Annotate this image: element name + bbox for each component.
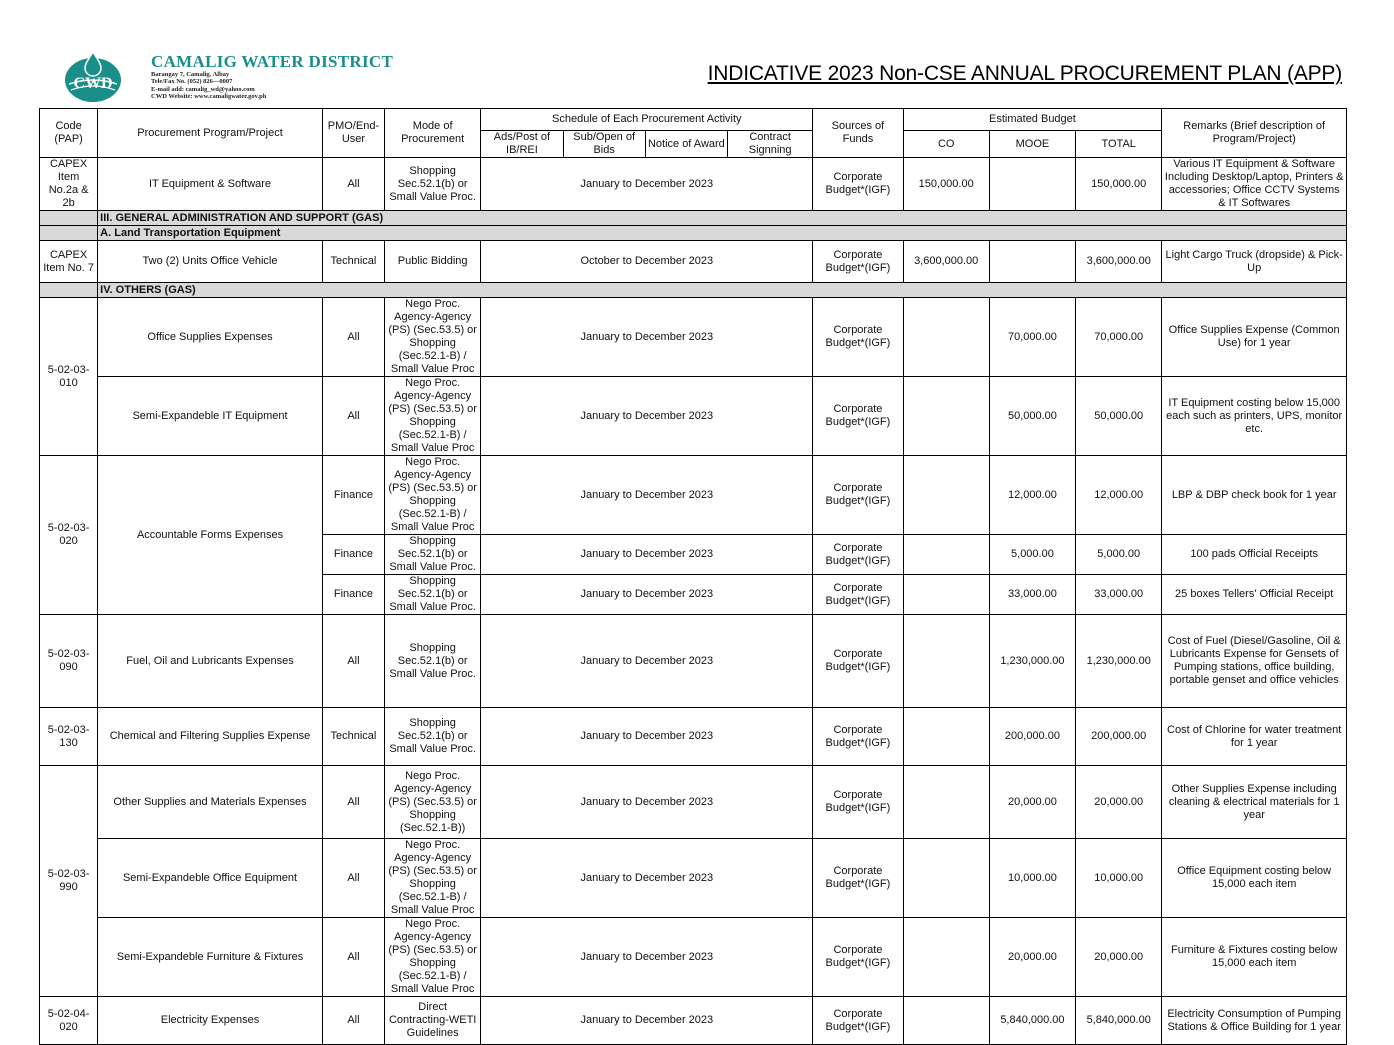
row-program: Accountable Forms Expenses — [98, 456, 323, 615]
row-co — [903, 377, 989, 456]
row-mode: Public Bidding — [385, 241, 481, 283]
row-source: Corporate Budget*(IGF) — [813, 918, 903, 997]
row-pmo: All — [322, 158, 384, 211]
row-remarks: 25 boxes Tellers' Official Receipt — [1162, 575, 1347, 615]
row-code: 5-02-03-990 — [40, 766, 98, 997]
col-header-sub: Sub/Open of Bids — [563, 131, 645, 158]
row-mooe: 5,000.00 — [989, 535, 1075, 575]
col-header-contract: Contract Signning — [728, 131, 813, 158]
col-header-total: TOTAL — [1076, 131, 1162, 158]
row-schedule: January to December 2023 — [481, 535, 813, 575]
row-mooe: 20,000.00 — [989, 766, 1075, 839]
row-source: Corporate Budget*(IGF) — [813, 298, 903, 377]
document-title: INDICATIVE 2023 Non-CSE ANNUAL PROCUREMENT PLAN (APP) — [707, 62, 1342, 85]
row-pmo: All — [322, 615, 384, 708]
row-schedule: January to December 2023 — [481, 456, 813, 535]
row-mooe: 33,000.00 — [989, 575, 1075, 615]
row-source: Corporate Budget*(IGF) — [813, 535, 903, 575]
row-co — [903, 456, 989, 535]
row-schedule: January to December 2023 — [481, 766, 813, 839]
row-source: Corporate Budget*(IGF) — [813, 766, 903, 839]
row-schedule: January to December 2023 — [481, 575, 813, 615]
logo-text: CWD — [73, 75, 113, 92]
header-row-1 — [40, 109, 1347, 131]
table-row — [40, 241, 1347, 283]
col-header-mode: Mode of Procurement — [385, 109, 481, 158]
row-pmo: All — [322, 377, 384, 456]
col-header-remarks: Remarks (Brief description of Program/Project) — [1162, 109, 1347, 158]
row-pmo: Technical — [322, 708, 384, 766]
row-total: 150,000.00 — [1076, 158, 1162, 211]
table-row — [40, 708, 1347, 766]
row-source: Corporate Budget*(IGF) — [813, 839, 903, 918]
row-mode: Shopping Sec.52.1(b) or Small Value Proc. — [385, 615, 481, 708]
row-co — [903, 766, 989, 839]
row-total: 50,000.00 — [1076, 377, 1162, 456]
row-source: Corporate Budget*(IGF) — [813, 241, 903, 283]
row-total: 1,230,000.00 — [1076, 615, 1162, 708]
row-mode: Direct Contracting-WETI Guidelines — [385, 997, 481, 1045]
table-row — [40, 158, 1347, 211]
row-remarks: LBP & DBP check book for 1 year — [1162, 456, 1347, 535]
row-co — [903, 298, 989, 377]
section-others-label: IV. OTHERS (GAS) — [98, 283, 1347, 298]
row-co — [903, 575, 989, 615]
row-remarks: Other Supplies Expense including cleaning & electrical materials for 1 year — [1162, 766, 1347, 839]
row-co — [903, 997, 989, 1045]
row-code: 5-02-03-020 — [40, 456, 98, 615]
row-total: 70,000.00 — [1076, 298, 1162, 377]
row-remarks: 100 pads Official Receipts — [1162, 535, 1347, 575]
row-schedule: January to December 2023 — [481, 839, 813, 918]
row-schedule: January to December 2023 — [481, 298, 813, 377]
row-mode: Shopping Sec.52.1(b) or Small Value Proc. — [385, 708, 481, 766]
row-co: 150,000.00 — [903, 158, 989, 211]
row-remarks: Cost of Chlorine for water treatment for 1 year — [1162, 708, 1347, 766]
row-schedule: January to December 2023 — [481, 158, 813, 211]
row-program: Office Supplies Expenses — [98, 298, 323, 377]
row-program: Semi-Expandeble IT Equipment — [98, 377, 323, 456]
row-code: 5-02-03-090 — [40, 615, 98, 708]
row-pmo: All — [322, 839, 384, 918]
row-co: 3,600,000.00 — [903, 241, 989, 283]
row-remarks: IT Equipment costing below 15,000 each such as printers, UPS, monitor etc. — [1162, 377, 1347, 456]
row-remarks: Office Equipment costing below 15,000 each item — [1162, 839, 1347, 918]
row-source: Corporate Budget*(IGF) — [813, 615, 903, 708]
org-name: CAMALIG WATER DISTRICT — [151, 52, 394, 71]
row-program: Other Supplies and Materials Expenses — [98, 766, 323, 839]
row-co — [903, 535, 989, 575]
row-co — [903, 918, 989, 997]
row-mooe: 10,000.00 — [989, 839, 1075, 918]
row-total: 5,840,000.00 — [1076, 997, 1162, 1045]
row-total: 20,000.00 — [1076, 766, 1162, 839]
row-code: CAPEX Item No. 7 — [40, 241, 98, 283]
table-row — [40, 615, 1347, 708]
row-mooe — [989, 158, 1075, 211]
section-row — [40, 211, 1347, 226]
col-header-schedule: Schedule of Each Procurement Activity — [481, 109, 813, 131]
row-total: 10,000.00 — [1076, 839, 1162, 918]
row-mode: Nego Proc. Agency-Agency (PS) (Sec.53.5) or Shopping (Sec.52.1-B) / Small Value Proc — [385, 298, 481, 377]
row-mode: Shopping Sec.52.1(b) or Small Value Proc. — [385, 575, 481, 615]
section-row — [40, 283, 1347, 298]
row-co — [903, 615, 989, 708]
row-pmo: All — [322, 918, 384, 997]
section-row — [40, 226, 1347, 241]
col-header-mooe: MOOE — [989, 131, 1075, 158]
row-mooe — [989, 241, 1075, 283]
row-pmo: All — [322, 298, 384, 377]
row-source: Corporate Budget*(IGF) — [813, 708, 903, 766]
row-program: Electricity Expenses — [98, 997, 323, 1045]
row-schedule: January to December 2023 — [481, 377, 813, 456]
row-pmo: Finance — [322, 456, 384, 535]
row-total: 5,000.00 — [1076, 535, 1162, 575]
org-email: E-mail add: camalig_wd@yahoo.com — [151, 86, 255, 93]
row-mooe: 5,840,000.00 — [989, 997, 1075, 1045]
row-remarks: Electricity Consumption of Pumping Stations & Office Building for 1 year — [1162, 997, 1347, 1045]
row-mooe: 70,000.00 — [989, 298, 1075, 377]
row-mode: Nego Proc. Agency-Agency (PS) (Sec.53.5) or Shopping (Sec.52.1-B) / Small Value Proc — [385, 456, 481, 535]
col-header-budget: Estimated Budget — [903, 109, 1162, 131]
row-pmo: Finance — [322, 575, 384, 615]
row-mode: Shopping Sec.52.1(b) or Small Value Proc. — [385, 535, 481, 575]
row-schedule: January to December 2023 — [481, 615, 813, 708]
row-mode: Nego Proc. Agency-Agency (PS) (Sec.53.5) or Shopping (Sec.52.1-B) / Small Value Proc — [385, 918, 481, 997]
row-schedule: January to December 2023 — [481, 708, 813, 766]
row-pmo: Technical — [322, 241, 384, 283]
row-source: Corporate Budget*(IGF) — [813, 158, 903, 211]
row-program: Semi-Expandeble Furniture & Fixtures — [98, 918, 323, 997]
row-remarks: Furniture & Fixtures costing below 15,000 each item — [1162, 918, 1347, 997]
table-row — [40, 456, 1347, 535]
col-header-co: CO — [903, 131, 989, 158]
row-remarks: Office Supplies Expense (Common Use) for 1 year — [1162, 298, 1347, 377]
table-row — [40, 377, 1347, 456]
col-header-sources: Sources of Funds — [813, 109, 903, 158]
row-mode: Nego Proc. Agency-Agency (PS) (Sec.53.5) or Shopping (Sec.52.1-B) / Small Value Proc — [385, 839, 481, 918]
row-mooe: 20,000.00 — [989, 918, 1075, 997]
row-mode: Shopping Sec.52.1(b) or Small Value Proc. — [385, 158, 481, 211]
row-pmo: All — [322, 766, 384, 839]
row-mooe: 50,000.00 — [989, 377, 1075, 456]
col-header-code: Code (PAP) — [40, 109, 98, 158]
row-source: Corporate Budget*(IGF) — [813, 456, 903, 535]
table-row — [40, 839, 1347, 918]
row-total: 12,000.00 — [1076, 456, 1162, 535]
row-pmo: Finance — [322, 535, 384, 575]
row-mooe: 12,000.00 — [989, 456, 1075, 535]
water-drop-logo-icon — [64, 50, 122, 104]
org-address: Barangay 7, Camalig, Albay — [151, 71, 230, 78]
document-header — [0, 0, 1394, 112]
org-telfax: Tele/Fax No. (052) 826—0007 — [151, 78, 233, 85]
row-code: 5-02-03-130 — [40, 708, 98, 766]
row-program: Two (2) Units Office Vehicle — [98, 241, 323, 283]
org-website: CWD Website: www.camaligwater.gov.ph — [151, 93, 267, 100]
section-gas-label: III. GENERAL ADMINISTRATION AND SUPPORT (GAS) — [98, 211, 1347, 226]
row-source: Corporate Budget*(IGF) — [813, 997, 903, 1045]
row-source: Corporate Budget*(IGF) — [813, 575, 903, 615]
row-code: 5-02-04-020 — [40, 997, 98, 1045]
table-row — [40, 997, 1347, 1045]
row-schedule: October to December 2023 — [481, 241, 813, 283]
row-schedule: January to December 2023 — [481, 918, 813, 997]
row-program: Fuel, Oil and Lubricants Expenses — [98, 615, 323, 708]
row-remarks: Cost of Fuel (Diesel/Gasoline, Oil & Lubricants Expense for Gensets of Pumping stations, office building, portable genset and office vehicles — [1162, 615, 1347, 708]
row-program: Semi-Expandeble Office Equipment — [98, 839, 323, 918]
row-code: CAPEX Item No.2a & 2b — [40, 158, 98, 211]
row-mooe: 1,230,000.00 — [989, 615, 1075, 708]
col-header-ads: Ads/Post of IB/REI — [481, 131, 563, 158]
table-row — [40, 918, 1347, 997]
row-program: IT Equipment & Software — [98, 158, 323, 211]
row-program: Chemical and Filtering Supplies Expense — [98, 708, 323, 766]
procurement-plan-table — [39, 108, 1347, 1045]
row-total: 33,000.00 — [1076, 575, 1162, 615]
col-header-program: Procurement Program/Project — [98, 109, 323, 158]
row-total: 200,000.00 — [1076, 708, 1162, 766]
row-remarks: Various IT Equipment & Software Including Desktop/Laptop, Printers & accessories; Office CCTV Systems & IT Softwares — [1162, 158, 1347, 211]
col-header-notice: Notice of Award — [645, 131, 727, 158]
row-remarks: Light Cargo Truck (dropside) & Pick-Up — [1162, 241, 1347, 283]
row-total: 3,600,000.00 — [1076, 241, 1162, 283]
col-header-pmo: PMO/End-User — [322, 109, 384, 158]
row-total: 20,000.00 — [1076, 918, 1162, 997]
table-row — [40, 298, 1347, 377]
row-mode: Nego Proc. Agency-Agency (PS) (Sec.53.5) or Shopping (Sec.52.1-B) / Small Value Proc — [385, 377, 481, 456]
row-source: Corporate Budget*(IGF) — [813, 377, 903, 456]
table-row — [40, 766, 1347, 839]
row-co — [903, 708, 989, 766]
row-co — [903, 839, 989, 918]
section-land-label: A. Land Transportation Equipment — [98, 226, 1347, 241]
row-mode: Nego Proc. Agency-Agency (PS) (Sec.53.5) or Shopping (Sec.52.1-B)) — [385, 766, 481, 839]
row-code: 5-02-03-010 — [40, 298, 98, 456]
row-pmo: All — [322, 997, 384, 1045]
row-schedule: January to December 2023 — [481, 997, 813, 1045]
row-mooe: 200,000.00 — [989, 708, 1075, 766]
